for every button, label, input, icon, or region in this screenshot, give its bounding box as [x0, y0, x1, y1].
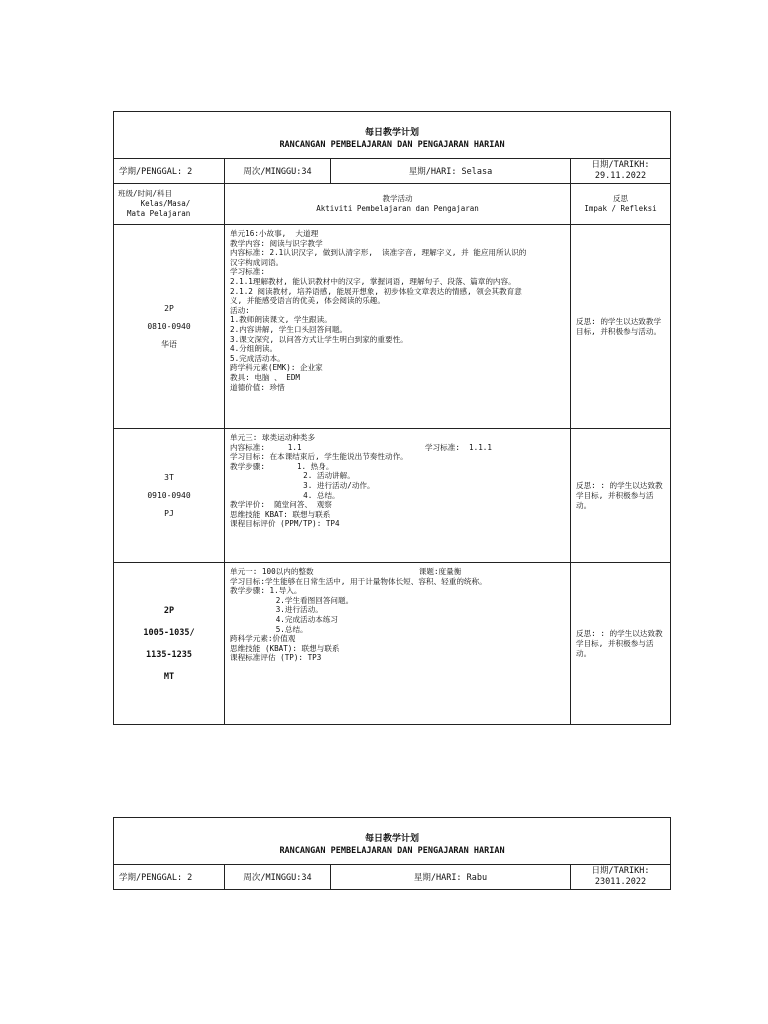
class-subject: MT — [163, 671, 175, 682]
lesson-line: 学习目标: 在本课结束后, 学生能说出节奏性动作。 — [230, 452, 408, 462]
lesson-line: 4.完成活动本练习 — [230, 614, 339, 624]
term-cell: 学期/PENGGAL: 2 — [114, 865, 225, 890]
title-malay: RANCANGAN PEMBELAJARAN DAN PENGAJARAN HARIAN — [279, 845, 505, 856]
lesson-line: 教具: 电脑 、 EDM — [230, 372, 300, 382]
lesson-line: 内容标准: 2.1认识汉字, 做到认清字形, 读准字音, 理解字义, 并 能应用所认识的 — [230, 248, 527, 258]
lesson-line: 内容标准: 1.1 学习标准: 1.1.1 — [230, 442, 492, 452]
lesson-line: 学习目标:学生能够在日常生活中, 用于计量物体长短、容积、轻重的统称。 — [230, 576, 487, 586]
header-left-cn: 班级/时间/科目 — [118, 189, 173, 198]
date-cell — [571, 159, 671, 184]
lesson-line: 汉字构成词语。 — [230, 257, 284, 267]
lesson-line: 3. 进行活动/动作。 — [230, 480, 375, 490]
reflection-cell: 反思: : 的学生以达致教学目标, 并积极参与活动。 — [571, 563, 671, 725]
lesson-content — [225, 225, 571, 429]
date-label: 日期/TARIKH: — [591, 866, 650, 876]
week-cell: 周次/MINGGU:34 — [225, 865, 331, 890]
lesson-line: 1.教师朗读课文, 学生跟读。 — [230, 315, 332, 325]
header-mid-cn: 教学活动 — [382, 194, 413, 203]
lesson-line: 课程目标评价 (PPM/TP): TP4 — [230, 519, 340, 529]
lesson-plan-table-2 — [113, 817, 671, 890]
lesson-line: 2.1.1理解教材, 能认识教材中的汉字, 掌握词语, 理解句子、段落、篇章的内容。 — [230, 276, 516, 286]
title-chinese: 每日教学计划 — [365, 833, 420, 844]
class-cell — [114, 225, 225, 429]
term-cell: 学期/PENGGAL: 2 — [114, 159, 225, 184]
week-cell: 周次/MINGGU:34 — [225, 159, 331, 184]
class-cell — [114, 429, 225, 563]
lesson-line: 学习标准: — [230, 267, 265, 277]
lesson-content — [225, 563, 571, 725]
lesson-line: 思维技能 KBAT: 联想与联系 — [230, 509, 331, 519]
day-cell: 星期/HARI: Selasa — [331, 159, 571, 184]
title-chinese: 每日教学计划 — [365, 127, 420, 138]
date-cell — [571, 865, 671, 890]
lesson-plan-sheet-1 — [113, 111, 670, 725]
lesson-line: 4. 总结。 — [230, 490, 340, 500]
header-reflection — [571, 184, 671, 225]
header-activities — [225, 184, 571, 225]
header-mid-ms: Aktiviti Pembelajaran dan Pengajaran — [316, 204, 479, 213]
class-time: 1005-1035/ — [143, 627, 195, 638]
class-subject: 华语 — [161, 339, 177, 349]
lesson-line: 课程标准评估 (TP): TP3 — [230, 653, 322, 663]
header-left-ms1: Kelas/Masa/ — [140, 199, 191, 208]
class-cell — [114, 563, 225, 725]
lesson-line: 道德价值: 珍惜 — [230, 382, 285, 392]
reflection-cell: 反思: : 的学生以达致教学目标, 并积极参与活动。 — [571, 429, 671, 563]
header-right-cn: 反思 — [613, 194, 629, 203]
table-row — [114, 429, 671, 563]
lesson-line: 2.1.2 阅读教材, 培养语感, 能展开想象, 初步体验文章表达的情感, 领会其教育意 — [230, 286, 522, 296]
lesson-line: 教学步骤: 1.导入。 — [230, 586, 302, 596]
class-time: 0910-0940 — [147, 490, 191, 500]
lesson-line: 2.内容讲解, 学生口头回答问题。 — [230, 324, 348, 334]
lesson-line: 思维技能 (KBAT): 联想与联系 — [230, 643, 340, 653]
lesson-line: 教学内容: 阅读与识字教学 — [230, 238, 323, 248]
lesson-line: 单元16:小故事, 大道理 — [230, 229, 319, 238]
lesson-line: 5.总结。 — [230, 624, 308, 634]
day-cell: 星期/HARI: Rabu — [331, 865, 571, 890]
lesson-line: 跨科学元素:价值观 — [230, 634, 296, 644]
class-name: 2P — [163, 605, 175, 616]
date-value: 23011.2022 — [594, 877, 647, 887]
lesson-line: 3.课文深究, 以问答方式让学生明白到家的重要性。 — [230, 334, 408, 344]
date-value: 29.11.2022 — [594, 171, 647, 181]
lesson-line: 跨学科元素(EMK): 企业家 — [230, 363, 323, 373]
table-row — [114, 225, 671, 429]
lesson-line: 单元一: 100以内的整数 课题:度量衡 — [230, 567, 462, 576]
class-subject: PJ — [164, 508, 174, 518]
class-name: 3T — [164, 472, 174, 482]
header-left-ms2: Mata Pelajaran — [127, 209, 191, 218]
lesson-line: 4.分组朗读。 — [230, 344, 278, 354]
lesson-content — [225, 429, 571, 563]
lesson-line: 5.完成活动本。 — [230, 353, 285, 363]
reflection-cell: 反思: 的学生以达致教学目标, 并积极参与活动。 — [571, 225, 671, 429]
lesson-plan-table-1 — [113, 111, 671, 725]
lesson-line: 3.进行活动。 — [230, 605, 323, 615]
lesson-line: 义, 并能感受语言的优美, 体会阅读的乐趣。 — [230, 296, 385, 306]
lesson-plan-sheet-2 — [113, 817, 670, 890]
lesson-line: 2. 活动讲解。 — [230, 471, 355, 481]
header-class-time-subject — [114, 184, 225, 225]
lesson-line: 活动: — [230, 305, 250, 315]
header-right-ms: Impak / Refleksi — [584, 204, 657, 213]
lesson-line: 教学评价: 随堂问答、 观察 — [230, 500, 332, 510]
class-name: 2P — [164, 303, 174, 313]
table-row — [114, 563, 671, 725]
lesson-line: 单元三: 球类运动种类多 — [230, 433, 316, 442]
class-time-2: 1135-1235 — [145, 649, 193, 660]
date-label: 日期/TARIKH: — [591, 160, 650, 170]
lesson-line: 2.学生看图回答问题。 — [230, 595, 354, 605]
plan-title — [114, 818, 671, 865]
class-time: 0810-0940 — [147, 321, 191, 331]
plan-title — [114, 112, 671, 159]
title-malay: RANCANGAN PEMBELAJARAN DAN PENGAJARAN HARIAN — [279, 139, 505, 150]
lesson-line: 教学步骤: 1. 热身。 — [230, 461, 334, 471]
